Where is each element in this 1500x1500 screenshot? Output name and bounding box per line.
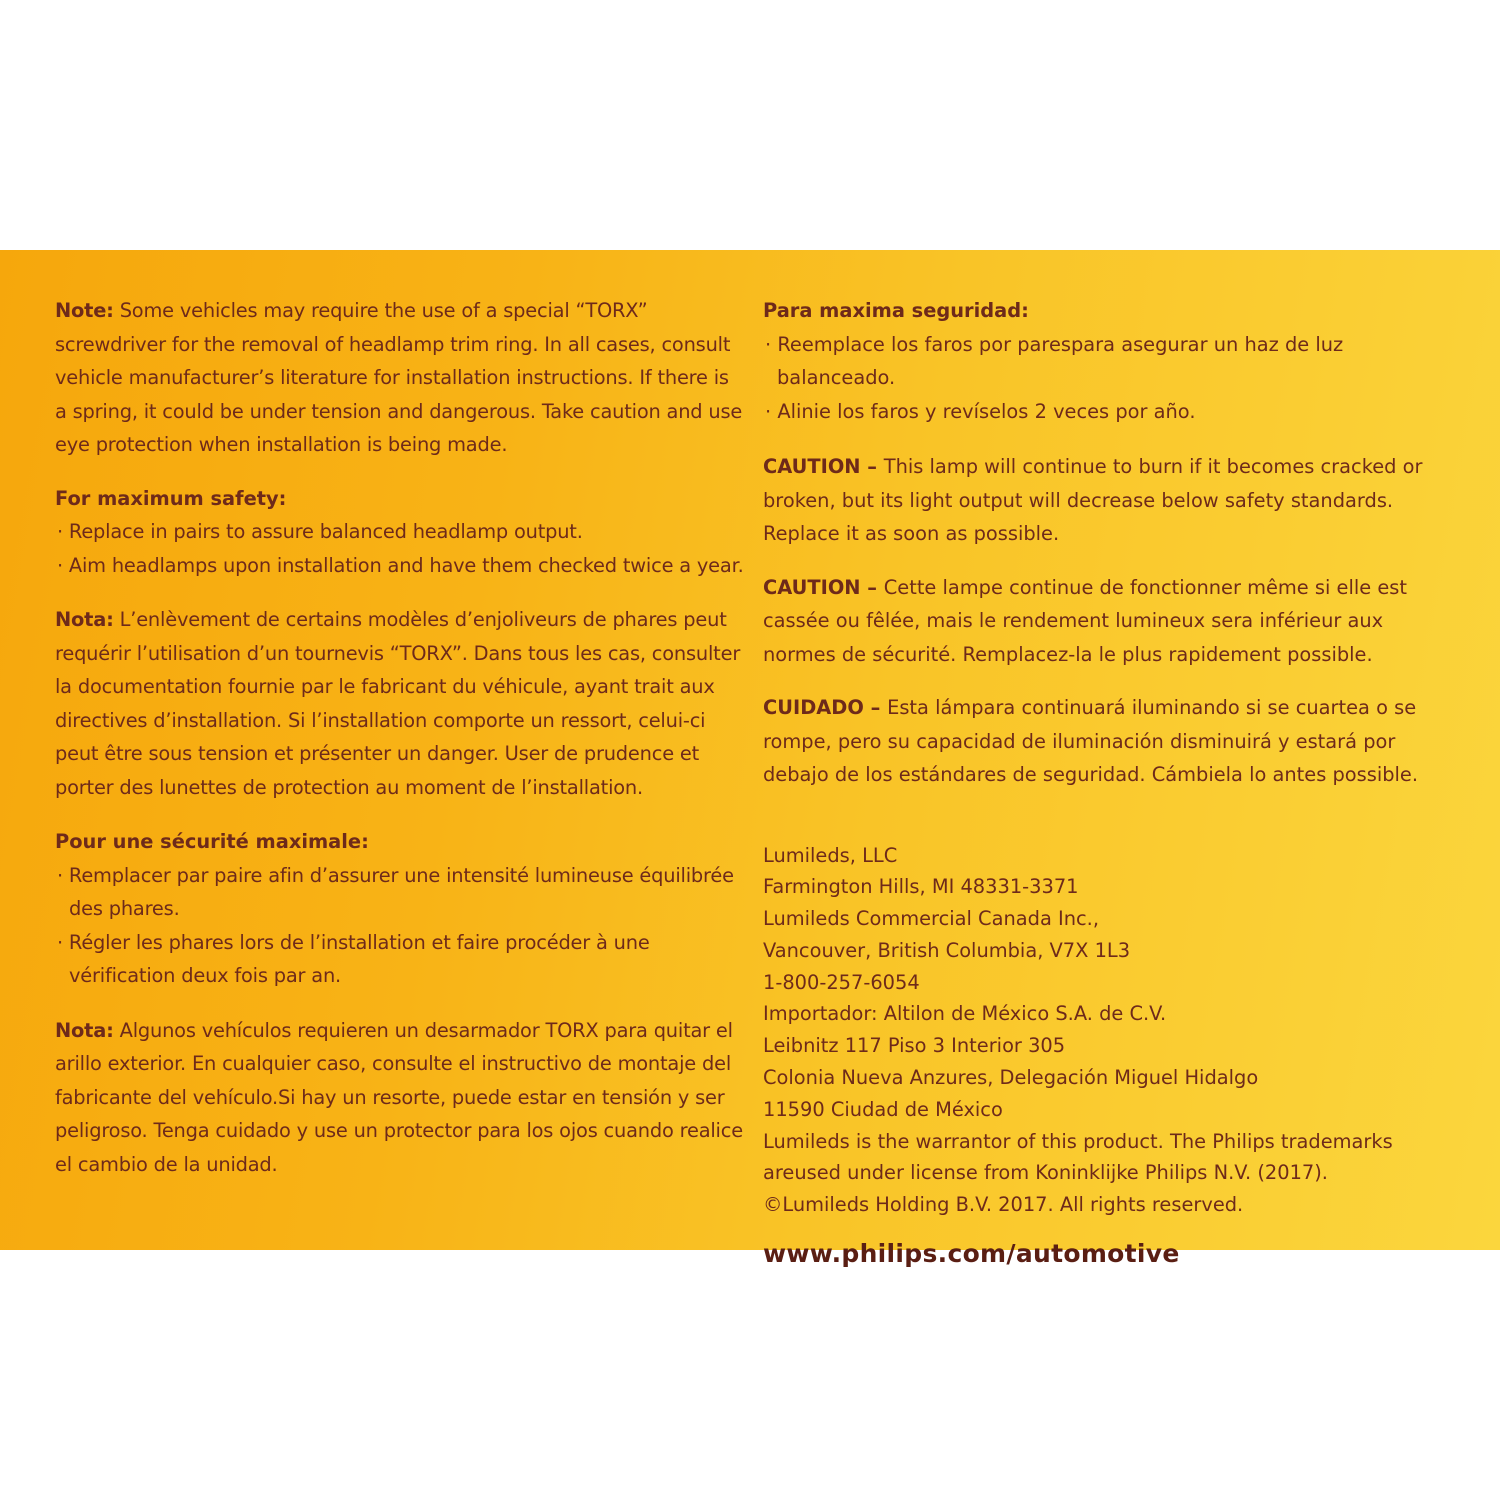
note-french <box>55 603 745 804</box>
caution-label: CUIDADO – <box>763 696 888 719</box>
note-english <box>55 294 745 462</box>
address-line: Colonia Nueva Anzures, Delegación Miguel Hidalgo <box>763 1066 1259 1090</box>
list-item: · Reemplace los faros por parespara asegurar un haz de luz balanceado. <box>765 332 1344 389</box>
address-line: Lumileds is the warrantor of this product. The Philips trademarks <box>763 1129 1393 1153</box>
note-text: Algunos vehículos requieren un desarmador TORX para quitar el arillo exterior. En cualquier caso, consulte el instructivo de montaje del fabricante del vehículo.Si hay un resorte, puede estar en tensión y ser peligroso. Tenga cuidado y use un protector para los ojos cuando realice el cambio de la unidad. <box>55 1018 743 1176</box>
caution-text: Esta lámpara continuará iluminando si se cuartea o se rompe, pero su capacidad de iluminación disminuirá y estará por debajo de los estándares de seguridad. Cámbiela lo antes possible. <box>763 696 1419 786</box>
list-item: · Alinie los faros y revíselos 2 veces por año. <box>765 399 1196 423</box>
caution-text: This lamp will continue to burn if it becomes cracked or broken, but its light output will decrease below safety standards. Replace it as soon as possible. <box>763 455 1423 545</box>
note-label: Nota: <box>55 1018 114 1042</box>
caution-label: CAUTION – <box>763 575 884 599</box>
note-label: Nota: <box>55 608 114 631</box>
list-item: · Régler les phares lors de l’installation et faire procéder à une vérification deux fois par an. <box>57 930 650 987</box>
note-text: Some vehicles may require the use of a special “TORX” screwdriver for the removal of headlamp trim ring. In all cases, consult vehicle manufacturer’s literature for installation instructions. If there is a spring, it could be under tension and dangerous. Take caution and use eye protection when installation is being made. <box>55 299 743 456</box>
website-url: www.philips.com/automotive <box>763 1239 1180 1269</box>
caution-spanish <box>763 691 1453 792</box>
list-item: · Aim headlamps upon installation and have them checked twice a year. <box>57 553 744 577</box>
address-line: Importador: Altilon de México S.A. de C.V. <box>763 1002 1167 1026</box>
caution-text: Cette lampe continue de fonctionner même si elle est cassée ou fêlée, mais le rendement lumineux sera inférieur aux normes de sécurité. Remplacez-la le plus rapidement possible. <box>763 575 1407 666</box>
package-back-panel <box>0 250 1500 1269</box>
caution-french <box>763 571 1453 672</box>
note-text: L’enlèvement de certains modèles d’enjoliveurs de phares peut requérir l’utilisation d’un tournevis “TORX”. Dans tous les cas, consulter la documentation fournie par le fabricant du véhicule, ayant trait aux directives d’installation. Si l’installation comporte un ressort, celui-ci peut être sous tension et présenter un danger. User de prudence et porter des lunettes de protection au moment de l’installation. <box>55 608 741 799</box>
caution-label: CAUTION – <box>763 455 884 478</box>
right-column <box>763 294 1453 1268</box>
safety-heading-spanish: Para maxima seguridad: <box>763 299 1029 322</box>
company-address <box>763 840 1453 1222</box>
safety-heading-french: Pour une sécurité maximale: <box>55 830 369 853</box>
safety-heading-english: For maximum safety: <box>55 486 287 510</box>
address-line: 1-800-257-6054 <box>763 970 920 994</box>
note-label: Note: <box>55 299 114 322</box>
caution-english <box>763 450 1453 551</box>
address-line: Leibnitz 117 Piso 3 Interior 305 <box>763 1034 1066 1058</box>
note-spanish <box>55 1014 745 1182</box>
address-line: Vancouver, British Columbia, V7X 1L3 <box>763 938 1131 962</box>
left-column <box>55 294 745 1181</box>
address-line: Lumileds Commercial Canada Inc., <box>763 907 1100 931</box>
address-line: Farmington Hills, MI 48331-3371 <box>763 875 1079 899</box>
address-line: ©Lumileds Holding B.V. 2017. All rights reserved. <box>763 1193 1244 1217</box>
address-line: Lumileds, LLC <box>763 843 898 867</box>
address-line: 11590 Ciudad de México <box>763 1097 1003 1121</box>
address-line: areused under license from Koninklijke Philips N.V. (2017). <box>763 1161 1328 1185</box>
list-item: · Replace in pairs to assure balanced headlamp output. <box>57 520 583 543</box>
list-item: · Remplacer par paire afin d’assurer une intensité lumineuse équilibrée des phares. <box>57 863 734 920</box>
